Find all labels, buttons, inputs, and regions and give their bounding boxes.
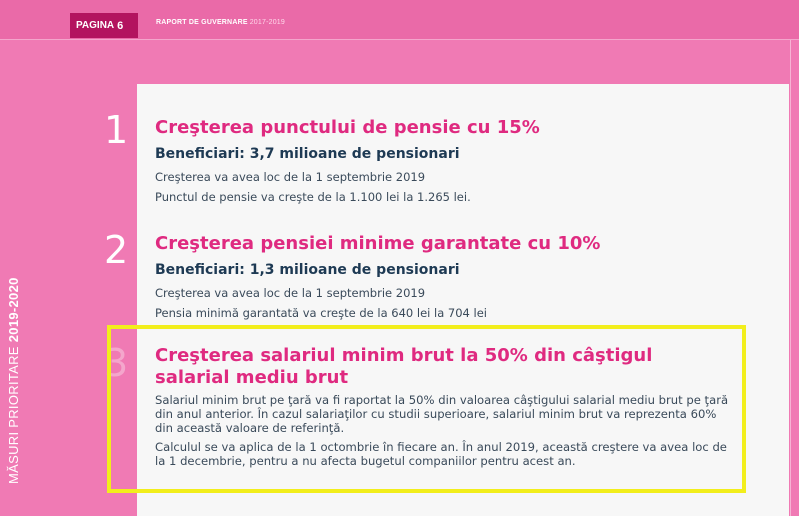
page-label: PAGINA bbox=[76, 20, 115, 31]
item-number-2: 2 bbox=[104, 228, 129, 272]
measure-beneficiaries-1: Beneficiari: 3,7 milioane de pensionari bbox=[155, 146, 460, 162]
measure-item-2 bbox=[155, 233, 735, 323]
page-number-tab bbox=[70, 13, 138, 38]
item-number-3: 3 bbox=[104, 341, 129, 385]
sidebar-years: 2019-2020 bbox=[6, 277, 21, 343]
measure-title-2: Creşterea pensiei minime garantate cu 10% bbox=[155, 233, 601, 254]
report-years: 2017-2019 bbox=[249, 19, 285, 26]
page-edge-divider bbox=[790, 40, 791, 516]
measure-line-1b: Punctul de pensie va creşte de la 1.100 lei la 1.265 lei. bbox=[155, 190, 471, 204]
highlight-box bbox=[107, 325, 746, 493]
page-number: 6 bbox=[117, 19, 124, 32]
sidebar-label: MĂSURI PRIORITARE bbox=[6, 346, 21, 484]
report-title bbox=[156, 19, 285, 26]
item-number-1: 1 bbox=[104, 108, 129, 152]
measure-line-2a: Creşterea va avea loc de la 1 septembrie 2019 bbox=[155, 286, 426, 300]
measure-paragraph-3a: Salariul minim brut pe ţară va fi raportat la 50% din valoarea câştigului salarial mediu brut pe ţară din anul anterior. În cazul salariaţilor cu studii superioare, salariul minim brut va reprezenta 60% din această valoare de referinţă. bbox=[155, 393, 729, 435]
measure-title-1: Creşterea punctului de pensie cu 15% bbox=[155, 117, 540, 138]
measure-paragraph-3b: Calculul se va aplica de la 1 octombrie în fiecare an. În anul 2019, această creştere va avea loc de la 1 decembrie, pentru a nu afecta bugetul companiilor pentru acest an. bbox=[155, 440, 727, 468]
measure-line-1a: Creşterea va avea loc de la 1 septembrie 2019 bbox=[155, 170, 426, 184]
measure-line-2b: Pensia minimă garantată va creşte de la 640 lei la 704 lei bbox=[155, 306, 487, 320]
measure-beneficiaries-2: Beneficiari: 1,3 milioane de pensionari bbox=[155, 262, 460, 278]
measure-title-3: Creşterea salariul minim brut la 50% din câştigul salarial mediu brut bbox=[155, 345, 653, 388]
measure-item-1 bbox=[155, 117, 735, 207]
report-title-text: RAPORT DE GUVERNARE bbox=[156, 19, 248, 26]
sidebar-vertical-title bbox=[6, 277, 21, 484]
